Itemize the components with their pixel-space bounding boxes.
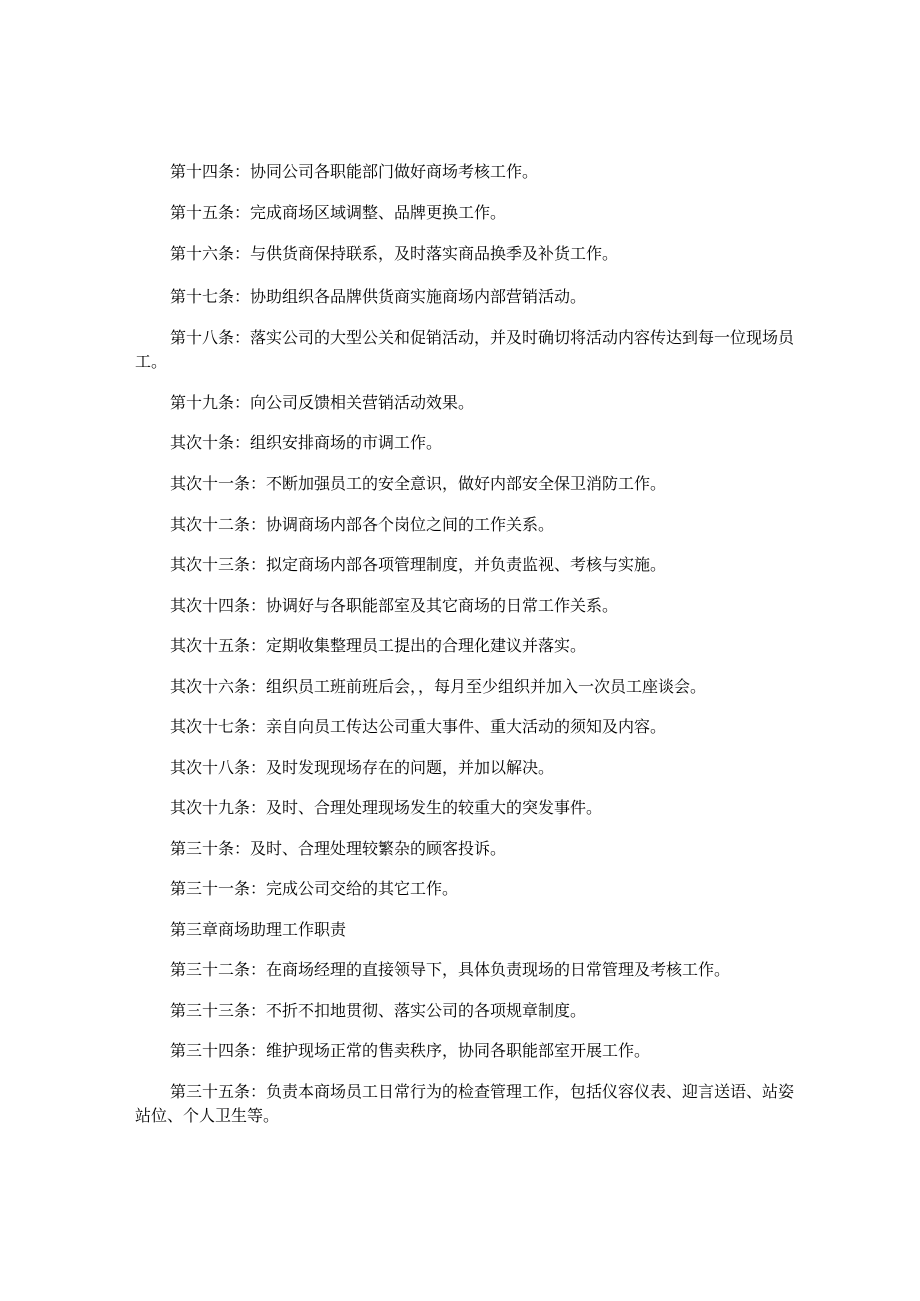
article-16: 第十六条：与供货商保持联系，及时落实商品换季及补货工作。 [170,244,619,263]
article-14: 第十四条：协同公司各职能部门做好商场考核工作。 [170,162,539,181]
article-33: 第三十三条：不折不扣地贯彻、落实公司的各项规章制度。 [170,1001,587,1020]
article-32: 第三十二条：在商场经理的直接领导下，具体负责现场的日常管理及考核工作。 [170,960,731,979]
article-15: 第十五条：完成商场区域调整、品牌更换工作。 [170,203,507,222]
article-17: 第十七条：协助组织各品牌供货商实施商场内部营销活动。 [170,287,587,306]
article-30: 第三十条：及时、合理处理较繁杂的顾客投诉。 [170,839,507,858]
article-23: 其次十三条：拟定商场内部各项管理制度，并负责监视、考核与实施。 [170,555,667,574]
article-25: 其次十五条：定期收集整理员工提出的合理化建议并落实。 [170,636,587,655]
article-19: 第十九条：向公司反馈相关营销活动效果。 [170,393,475,412]
article-29: 其次十九条：及时、合理处理现场发生的较重大的突发事件。 [170,798,603,817]
article-31: 第三十一条：完成公司交给的其它工作。 [170,879,459,898]
article-20: 其次十条：组织安排商场的市调工作。 [170,433,443,452]
article-22: 其次十二条：协调商场内部各个岗位之间的工作关系。 [170,515,555,534]
article-26: 其次十六条：组织员工班前班后会，，每月至少组织并加入一次员工座谈会。 [170,677,707,696]
article-18: 第十八条：落实公司的大型公关和促销活动，并及时确切将活动内容传达到每一位现场员工。 [135,328,795,371]
article-35: 第三十五条：负责本商场员工日常行为的检查管理工作，包括仪容仪表、迎言送语、站姿站位、个人卫生等。 [135,1082,795,1125]
article-24: 其次十四条：协调好与各职能部室及其它商场的日常工作关系。 [170,596,619,615]
article-21: 其次十一条：不断加强员工的安全意识，做好内部安全保卫消防工作。 [170,474,667,493]
article-27: 其次十七条：亲自向员工传达公司重大事件、重大活动的须知及内容。 [170,717,667,736]
article-34: 第三十四条：维护现场正常的售卖秩序，协同各职能部室开展工作。 [170,1041,651,1060]
article-28: 其次十八条：及时发现现场存在的问题，并加以解决。 [170,758,555,777]
chapter-3-heading: 第三章商场助理工作职责 [170,920,347,939]
